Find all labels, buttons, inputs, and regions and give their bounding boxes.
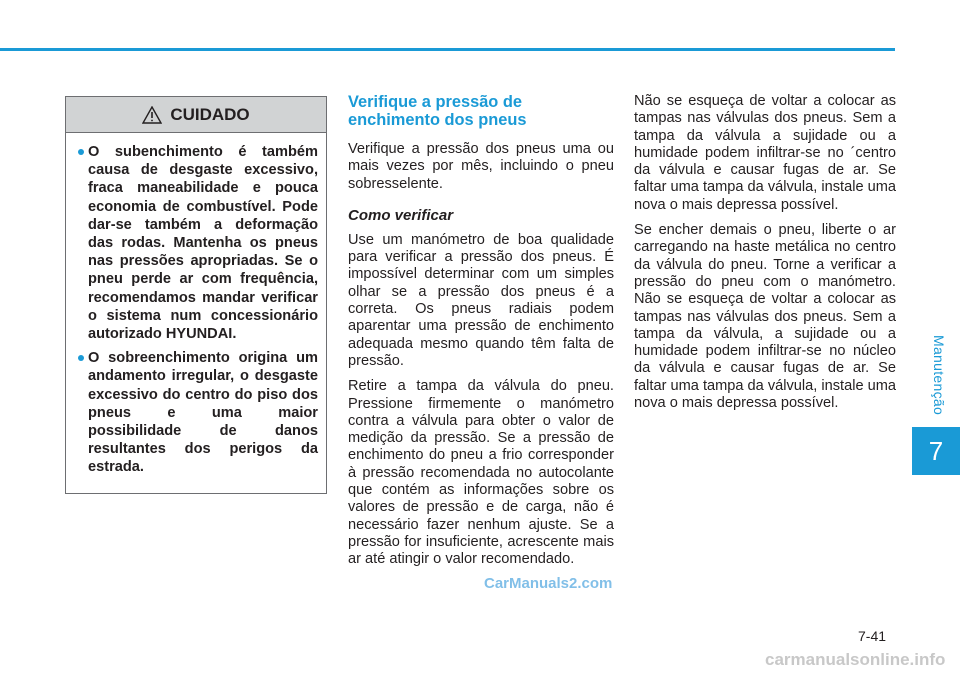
page-number: 7-41 (858, 628, 887, 644)
section-heading: Verifique a pressão de enchimento dos pneus (348, 93, 527, 129)
warning-triangle-icon (142, 106, 162, 124)
bullet-icon (78, 149, 84, 155)
subheading: Como verificar (348, 206, 454, 224)
caution-list (66, 133, 326, 477)
caution-item (78, 143, 318, 343)
caution-item-text: O sobreenchimento origina um andamento irregular, o desgaste excessivo do centro do piso dos pneus e uma maior possibilidade de danos resultantes dos perigos da estrada. (88, 350, 318, 476)
main-column (348, 93, 614, 577)
caution-header (66, 97, 326, 133)
right-column (634, 93, 896, 420)
section-tab-label: Manutenção (931, 334, 947, 416)
top-rule (0, 48, 895, 51)
footer-site-text: carmanualsonline.info (765, 650, 946, 669)
caution-box (65, 96, 327, 494)
watermark: CarManuals2.com (484, 575, 613, 592)
caution-title: CUIDADO (170, 104, 250, 124)
body-paragraph: Não se esqueça de voltar a colocar as tampas nas válvulas dos pneus. Sem a tampa da válvula a sujidade ou a humidade podem infiltrar-se no ´centro da válvula e causar fugas de ar. Se faltar uma tampa da válvula, instale uma nova o mais depressa possível. (634, 93, 897, 213)
bullet-icon (78, 355, 84, 361)
body-paragraph: Retire a tampa da válvula do pneu. Pressione firmemente o manómetro contra a válvula para obter o valor de medição da pressão. Se a pressão de enchimento do pneu a frio corresponder à pressão recomendada no autocolante que contém as informações sobre os valores de pressão e de carga, não é necessário fazer nenhum ajuste. Se a pressão for insuficiente, acrescente mais ar até atingir o valor recomendado. (348, 378, 614, 568)
caution-item-text: O subenchimento é também causa de desgaste excessivo, fraca maneabilidade e pouca economia de combustível. Pode dar-se também a deformação das rodas. Mantenha os pneus nas pressões apropriadas. Se o pneu perde ar com frequência, recomendamos mandar verificar o sistema num concessionário autorizado HYUNDAI. (88, 144, 318, 343)
chapter-number-badge: 7 (912, 427, 960, 475)
body-paragraph: Use um manómetro de boa qualidade para verificar a pressão dos pneus. É impossível determinar com um simples olhar se a pressão dos pneus é a correta. Os pneus radiais podem aparentar uma pressão de enchimento adequada mesmo quando têm falta de pressão. (348, 231, 614, 369)
intro-paragraph: Verifique a pressão dos pneus uma ou mais vezes por mês, incluindo o pneu sobresselente. (348, 141, 614, 192)
body-paragraph: Se encher demais o pneu, liberte o ar carregando na haste metálica no centro da válvula do pneu. Torne a verificar a pressão do pneu com o manómetro. Não se esqueça de voltar a colocar as tampas nas válvulas dos pneus. Sem a tampa da válvula, a sujidade ou a humidade podem infiltrar-se no núcleo da válvula e causar fugas de ar. Se faltar uma tampa da válvula, instale uma nova o mais depressa possível. (634, 222, 897, 412)
caution-item (78, 349, 318, 476)
